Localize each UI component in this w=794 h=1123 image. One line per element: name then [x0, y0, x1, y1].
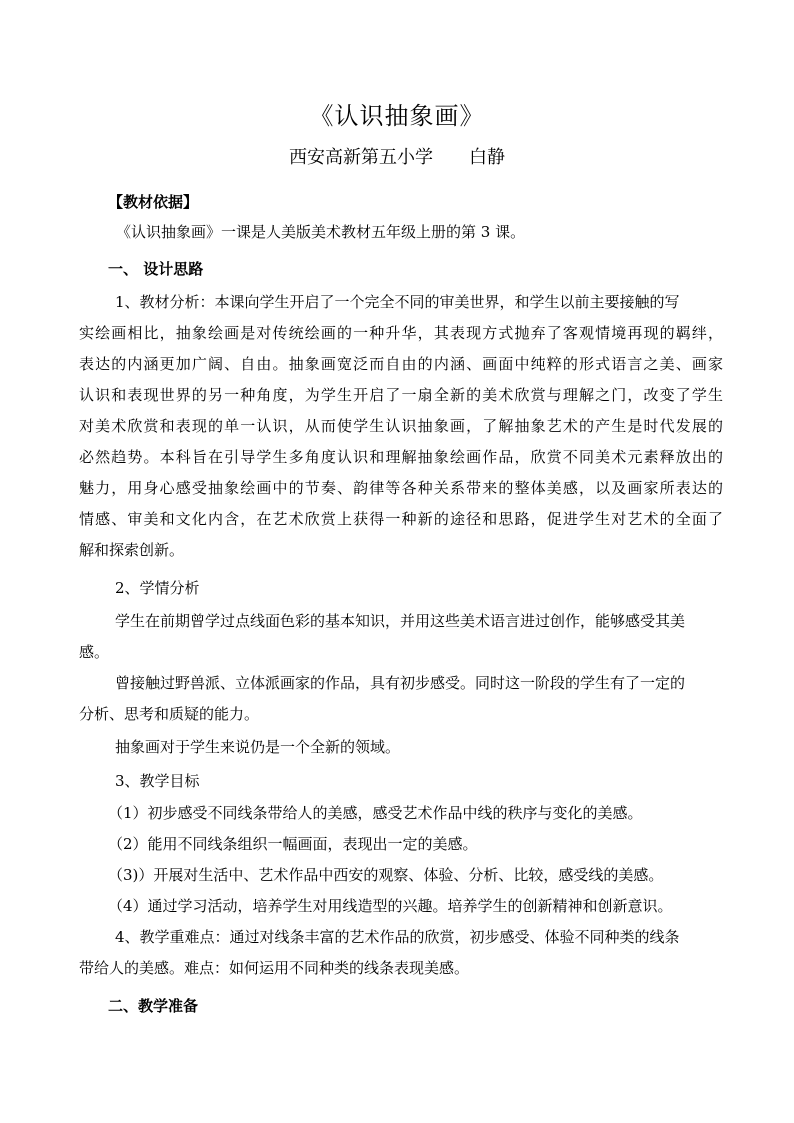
analysis-line: 必然趋势。本科旨在引导学生多角度认识和理解抽象绘画作品，欣赏不同美术元素释放出的: [79, 448, 723, 466]
learner-line: 抽象画对于学生来说仍是一个全新的领域。: [115, 738, 401, 756]
prep-heading: 二、教学准备: [108, 997, 199, 1015]
author-line: [0, 145, 794, 171]
author-name: 白静: [469, 147, 505, 168]
school-name: 西安高新第五小学: [289, 147, 433, 168]
basis-text: 《认识抽象画》一课是人美版美术教材五年级上册的第 3 课。: [116, 223, 526, 241]
goals-heading: 3、教学目标: [115, 772, 200, 790]
analysis-line: 对美术欣赏和表现的单一认识，从而使学生认识抽象画，了解抽象艺术的产生是时代发展的: [79, 417, 723, 435]
learner-line: 感。: [79, 643, 110, 661]
analysis-line: 解和探索创新。: [79, 541, 185, 559]
learner-heading: 2、学情分析: [115, 579, 200, 597]
analysis-line: 认识和表现世界的另一种角度，为学生开启了一扇全新的美术欣赏与理解之门，改变了学生: [79, 386, 723, 404]
focus-line: 4、教学重难点：通过对线条丰富的艺术作品的欣赏，初步感受、体验不同种类的线条: [115, 928, 680, 946]
goal-item: （4）通过学习活动，培养学生对用线造型的兴趣。培养学生的创新精神和创新意识。: [108, 897, 673, 915]
goal-item: （3)）开展对生活中、艺术作品中西安的观察、体验、分析、比较，感受线的美感。: [108, 866, 664, 884]
document-title: 《认识抽象画》: [309, 102, 485, 130]
goal-item: （1）初步感受不同线条带给人的美感，感受艺术作品中线的秩序与变化的美感。: [108, 804, 643, 822]
learner-line: 分析、思考和质疑的能力。: [79, 705, 260, 723]
analysis-line: 1、教材分析：本课向学生开启了一个完全不同的审美世界，和学生以前主要接触的写: [115, 293, 680, 311]
analysis-line: 实绘画相比，抽象绘画是对传统绘画的一种升华，其表现方式抛弃了客观情境再现的羁绊，: [79, 324, 723, 342]
analysis-line: 表达的内涵更加广阔、自由。抽象画宽泛而自由的内涵、画面中纯粹的形式语言之美、画家: [79, 355, 723, 373]
design-heading: 一、 设计思路: [108, 260, 204, 278]
learner-line: 曾接触过野兽派、立体派画家的作品，具有初步感受。同时这一阶段的学生有了一定的: [115, 674, 686, 692]
goal-item: （2）能用不同线条组织一幅画面，表现出一定的美感。: [108, 835, 478, 853]
learner-line: 学生在前期曾学过点线面色彩的基本知识，并用这些美术语言进过创作，能够感受其美: [115, 612, 686, 630]
focus-line: 带给人的美感。难点：如何运用不同种类的线条表现美感。: [79, 959, 470, 977]
analysis-line: 魅力，用身心感受抽象绘画中的节奏、韵律等各种关系带来的整体美感，以及画家所表达的: [79, 479, 723, 497]
basis-heading: 【教材依据】: [108, 193, 199, 211]
analysis-line: 情感、审美和文化内含，在艺术欣赏上获得一种新的途径和思路，促进学生对艺术的全面了: [79, 510, 723, 528]
